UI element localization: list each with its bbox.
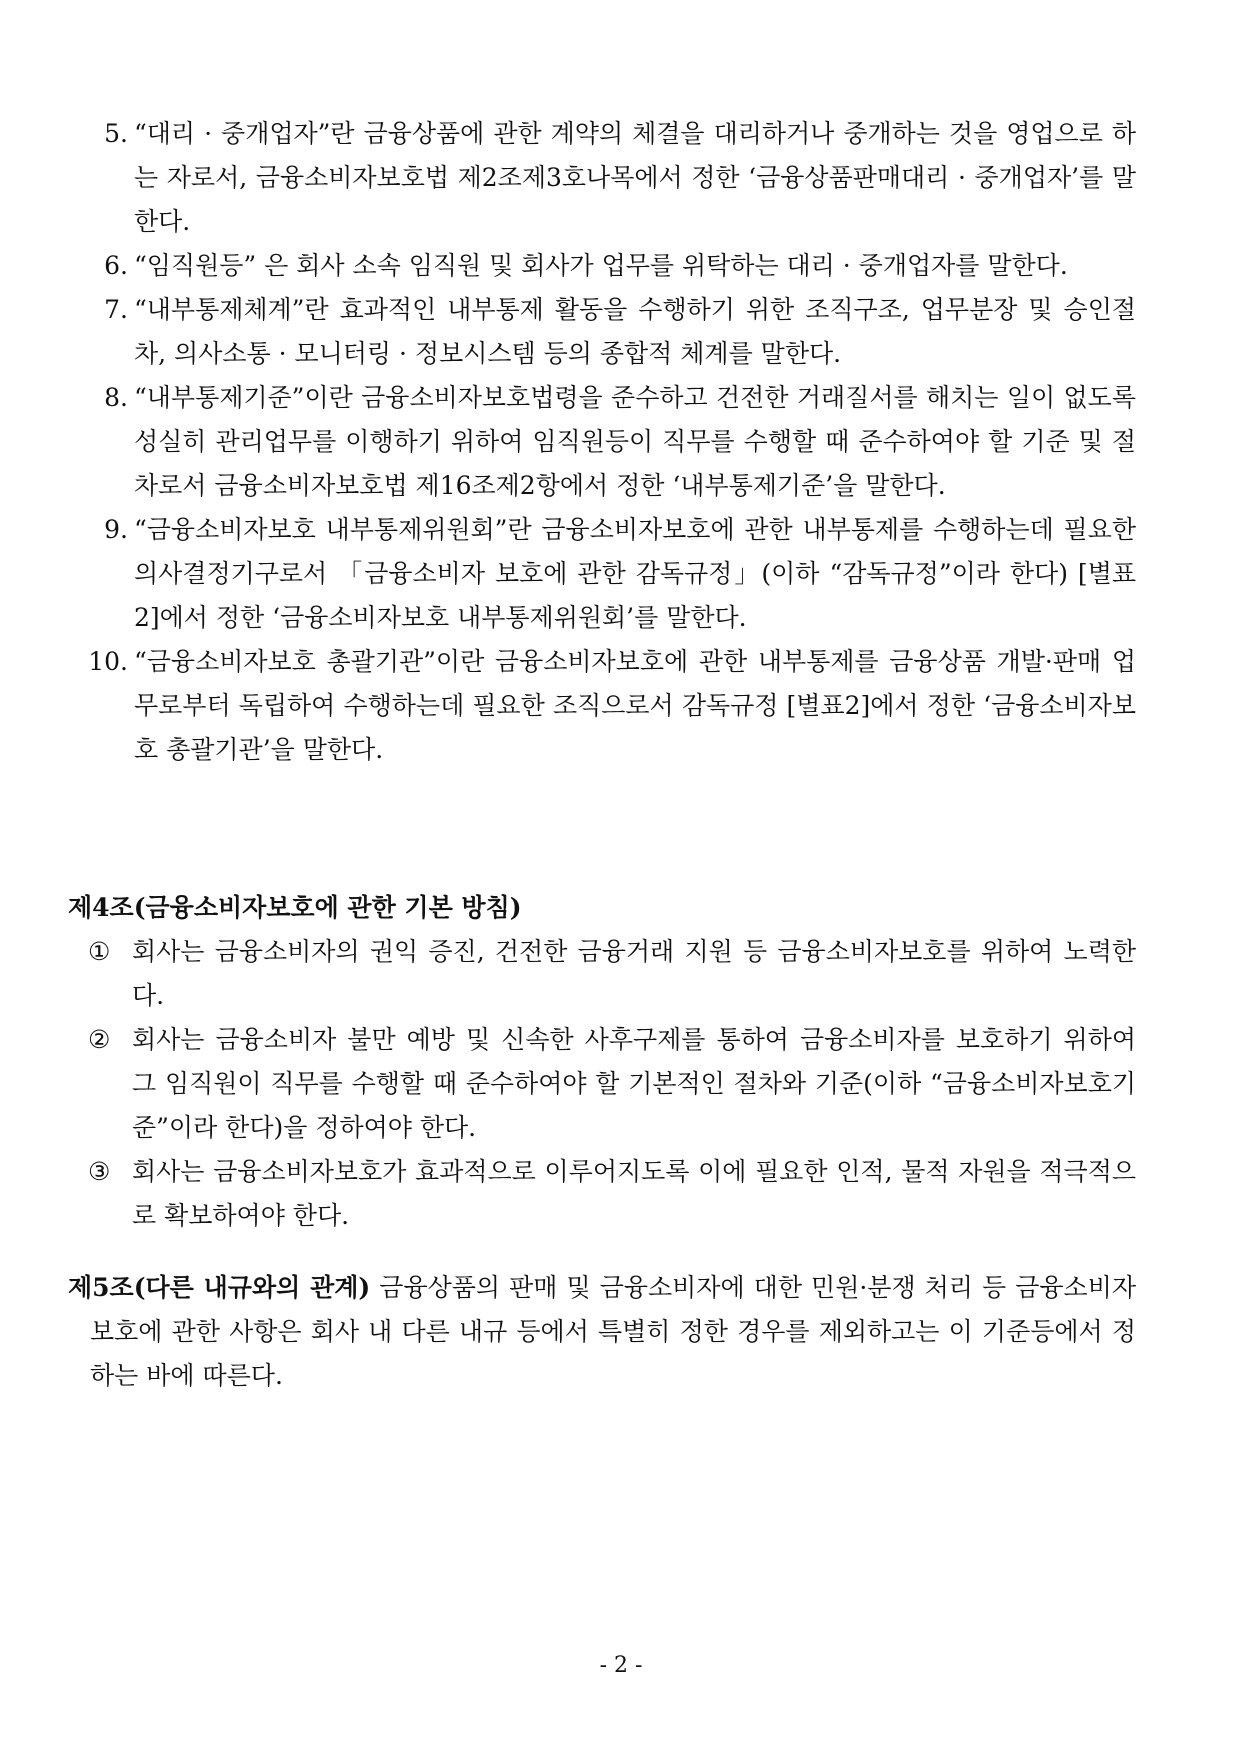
- article-4-clause-1: [68, 930, 1136, 1018]
- item-text: “대리 · 중개업자”란 금융상품에 관한 계약의 체결을 대리하거나 중개하는 것을 영업으로 하는 자로서, 금융소비자보호법 제2조제3호나목에서 정한 ‘금융상품판매대리 · 중개업자’를 말한다.: [134, 119, 1136, 236]
- article-4-clause-2: [68, 1018, 1136, 1150]
- item-number: 9.: [104, 515, 128, 544]
- article-5-paragraph: [68, 1266, 1136, 1398]
- clause-text: 회사는 금융소비자보호가 효과적으로 이루어지도록 이에 필요한 인적, 물적 자원을 적극적으로 확보하여야 한다.: [132, 1157, 1136, 1230]
- article-4: [68, 886, 1136, 1238]
- definition-item-6: [84, 244, 1136, 288]
- item-number: 8.: [104, 383, 128, 412]
- item-text: “내부통제기준”이란 금융소비자보호법령을 준수하고 건전한 거래질서를 해치는 일이 없도록 성실히 관리업무를 이행하기 위하여 임직원등이 직무를 수행할 때 준수하여야 할 기준 및 절차로서 금융소비자보호법 제16조제2항에서 정한 ‘내부통제기준’을 말한다.: [134, 383, 1136, 500]
- item-text: “금융소비자보호 총괄기관”이란 금융소비자보호에 관한 내부통제를 금융상품 개발·판매 업무로부터 독립하여 수행하는데 필요한 조직으로서 감독규정 [별표2]에서 정한 ‘금융소비자보호 총괄기관’을 말한다.: [134, 647, 1136, 764]
- definition-item-7: [84, 288, 1136, 376]
- definition-item-8: [84, 376, 1136, 508]
- item-text: “금융소비자보호 내부통제위원회”란 금융소비자보호에 관한 내부통제를 수행하는데 필요한 의사결정기구로서 「금융소비자 보호에 관한 감독규정」(이하 “감독규정”이라 한다) [별표2]에서 정한 ‘금융소비자보호 내부통제위원회’를 말한다.: [134, 515, 1136, 632]
- definition-item-9: [84, 508, 1136, 640]
- article-4-title: 제4조(금융소비자보호에 관한 기본 방침): [68, 893, 522, 922]
- definition-item-5: [84, 112, 1136, 244]
- clause-number: ②: [88, 1025, 111, 1054]
- definition-item-10: [84, 640, 1136, 772]
- clause-text: 회사는 금융소비자 불만 예방 및 신속한 사후구제를 통하여 금융소비자를 보호하기 위하여 그 임직원이 직무를 수행할 때 준수하여야 할 기본적인 절차와 기준(이하 “금융소비자보호기준”이라 한다)을 정하여야 한다.: [132, 1025, 1136, 1142]
- page-number: - 2 -: [599, 1653, 643, 1678]
- article-4-clause-3: [68, 1150, 1136, 1238]
- article-5: [68, 1266, 1136, 1398]
- article-5-text: 금융상품의 판매 및 금융소비자에 대한 민원·분쟁 처리 등 금융소비자 보호에 관한 사항은 회사 내 다른 내규 등에서 특별히 정한 경우를 제외하고는 이 기준등에서 정하는 바에 따른다.: [90, 1273, 1137, 1390]
- item-text: “임직원등” 은 회사 소속 임직원 및 회사가 업무를 위탁하는 대리 · 중개업자를 말한다.: [134, 251, 1068, 280]
- item-text: “내부통제체계”란 효과적인 내부통제 활동을 수행하기 위한 조직구조, 업무분장 및 승인절차, 의사소통 · 모니터링 · 정보시스템 등의 종합적 체계를 말한다.: [134, 295, 1136, 368]
- definition-list: [84, 112, 1136, 772]
- clause-number: ①: [88, 937, 111, 966]
- item-number: 5.: [104, 119, 128, 148]
- item-number: 10.: [88, 647, 128, 676]
- article-5-title: 제5조(다른 내규와의 관계): [68, 1273, 371, 1302]
- item-number: 6.: [104, 251, 128, 280]
- clause-number: ③: [88, 1157, 111, 1186]
- clause-text: 회사는 금융소비자의 권익 증진, 건전한 금융거래 지원 등 금융소비자보호를 위하여 노력한다.: [132, 937, 1136, 1010]
- item-number: 7.: [104, 295, 128, 324]
